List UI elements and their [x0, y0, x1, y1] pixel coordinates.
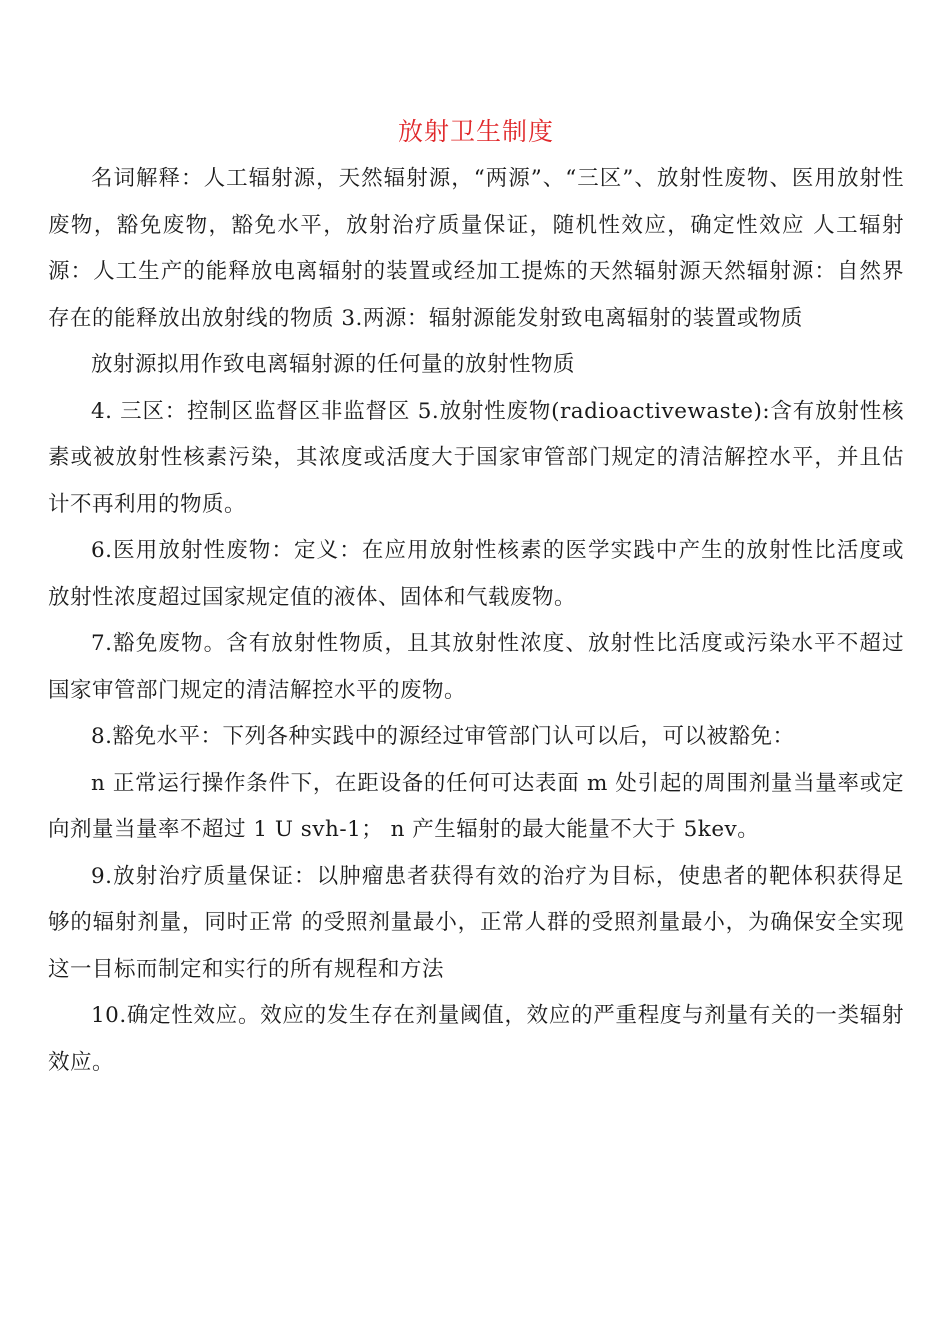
paragraph-three-zones: 4. 三区：控制区监督区非监督区 5.放射性废物(radioactivewaste):含有放射性核素或被放射性核素污染，其浓度或活度大于国家审管部门规定的清洁解控水平，并且估计不再利用的物质。	[48, 398, 904, 517]
paragraph-radiotherapy-qa: 9.放射治疗质量保证：以肿瘤患者获得有效的治疗为目标，使患者的靶体积获得足够的辐射剂量，同时正常 的受照剂量最小，正常人群的受照剂量最小，为确保安全实现这一目标而制定和实行的所有规程和方法	[48, 863, 904, 982]
paragraph-exempt-waste: 7.豁免废物。含有放射性物质，且其放射性浓度、放射性比活度或污染水平不超过国家审管部门规定的清洁解控水平的废物。	[48, 631, 904, 703]
paragraph-medical-waste: 6.医用放射性废物：定义：在应用放射性核素的医学实践中产生的放射性比活度或放射性浓度超过国家规定值的液体、固体和气载废物。	[48, 538, 904, 610]
paragraph-deterministic-effect: 10.确定性效应。效应的发生存在剂量阈值，效应的严重程度与剂量有关的一类辐射效应。	[48, 1003, 904, 1075]
document-page	[48, 112, 904, 1086]
paragraph-definitions-intro: 名词解释：人工辐射源，天然辐射源，“两源”、“三区”、放射性废物、医用放射性废物，豁免废物，豁免水平，放射治疗质量保证，随机性效应，确定性效应 人工辐射源：人工生产的能释放电离辐射的装置或经加工提炼的天然辐射源天然辐射源：自然界存在的能释放出放射线的物质 3.两源：辐射源能发射致电离辐射的装置或物质	[48, 166, 904, 331]
paragraph-exemption-conditions: n 正常运行操作条件下，在距设备的任何可达表面 m 处引起的周围剂量当量率或定向剂量当量率不超过 1 U svh-1； n 产生辐射的最大能量不大于 5kev。	[48, 770, 904, 842]
paragraph-radiation-source: 放射源拟用作致电离辐射源的任何量的放射性物质	[91, 352, 576, 377]
document-title: 放射卫生制度	[397, 117, 554, 146]
paragraph-exemption-level: 8.豁免水平：下列各种实践中的源经过审管部门认可以后，可以被豁免：	[91, 724, 795, 749]
